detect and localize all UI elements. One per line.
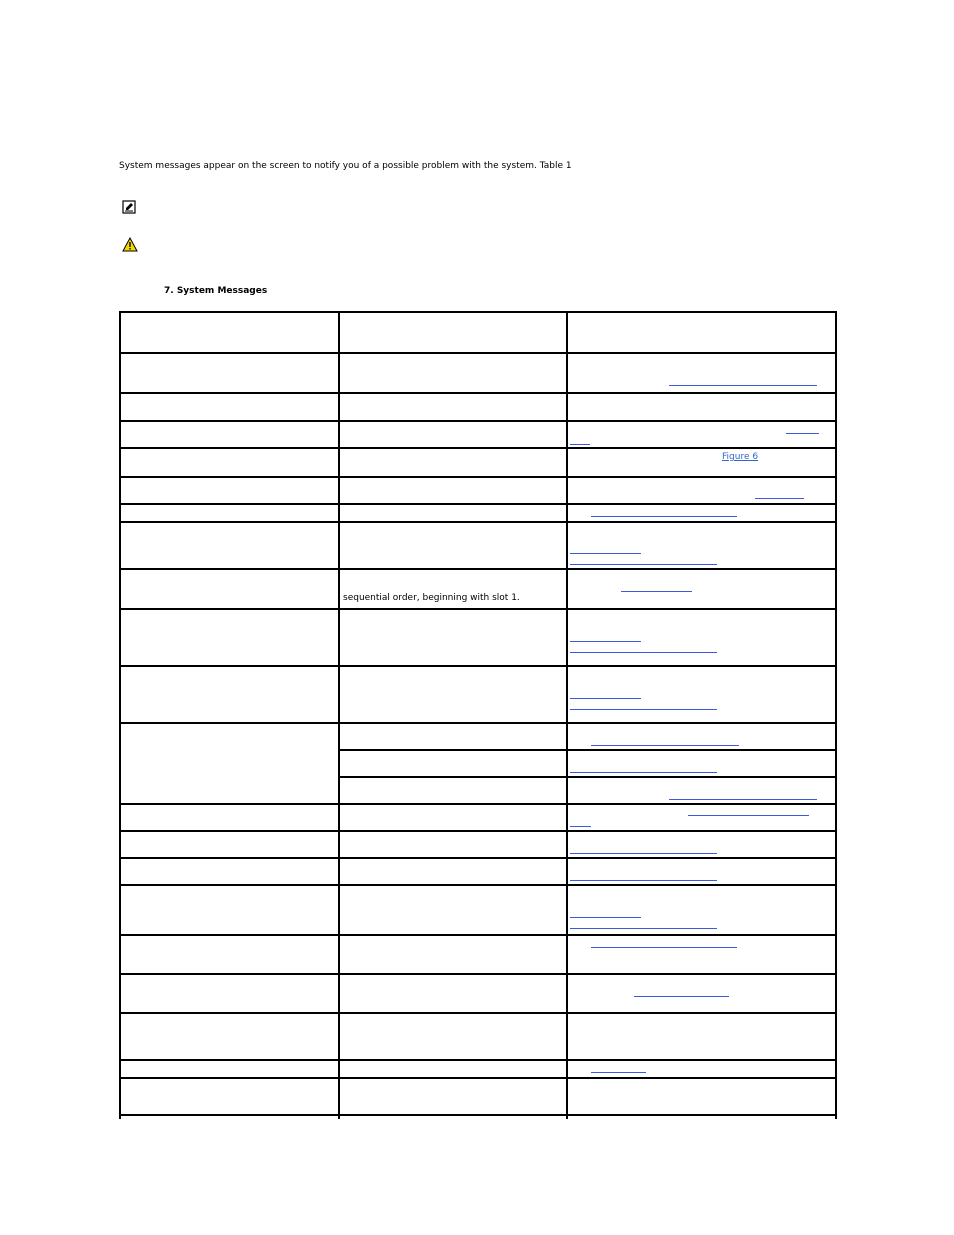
table-row	[120, 609, 836, 666]
table-row	[120, 504, 836, 522]
link[interactable]	[755, 498, 804, 499]
table-title: 7. System Messages	[164, 286, 268, 296]
link[interactable]	[570, 641, 641, 642]
table-row	[120, 421, 836, 448]
link[interactable]	[634, 996, 729, 997]
table-row	[120, 804, 836, 831]
link[interactable]	[688, 815, 809, 816]
link[interactable]	[570, 917, 641, 918]
header-cell	[339, 312, 567, 353]
link[interactable]	[570, 709, 717, 710]
table-row	[120, 723, 836, 750]
table-row	[120, 1060, 836, 1078]
link[interactable]	[570, 652, 717, 653]
caution-icon	[122, 237, 138, 252]
header-cell	[120, 312, 339, 353]
system-messages-table	[119, 311, 837, 1119]
table-row	[120, 393, 836, 421]
table-row	[120, 831, 836, 858]
table-row	[120, 448, 836, 477]
link[interactable]	[591, 516, 737, 517]
link[interactable]	[570, 444, 590, 445]
link[interactable]	[669, 799, 817, 800]
note-icon	[122, 200, 136, 214]
table-row	[120, 522, 836, 569]
link[interactable]	[786, 433, 819, 434]
table-row	[120, 477, 836, 504]
table-header-row	[120, 312, 836, 353]
intro-text: System messages appear on the screen to notify you of a possible problem with the system. Table 1	[119, 161, 572, 171]
header-cell	[567, 312, 836, 353]
link[interactable]	[570, 698, 641, 699]
table-row	[120, 858, 836, 885]
figure-link[interactable]: Figure 6	[722, 452, 759, 462]
link[interactable]	[570, 564, 717, 565]
table-row	[120, 569, 836, 609]
table-row	[120, 974, 836, 1013]
link[interactable]	[570, 853, 717, 854]
link[interactable]	[570, 826, 591, 827]
cell-text: sequential order, beginning with slot 1.	[343, 593, 520, 603]
link[interactable]	[570, 772, 717, 773]
table-row	[120, 1078, 836, 1115]
table-row	[120, 666, 836, 723]
link[interactable]	[669, 385, 817, 386]
link[interactable]	[570, 928, 717, 929]
link[interactable]	[591, 745, 739, 746]
table-row	[120, 935, 836, 974]
link[interactable]	[591, 947, 737, 948]
link[interactable]	[591, 1072, 646, 1073]
link[interactable]	[621, 591, 692, 592]
table-row	[120, 885, 836, 935]
link[interactable]	[570, 880, 717, 881]
table-row	[120, 1115, 836, 1119]
table-row	[120, 353, 836, 393]
table-row	[120, 1013, 836, 1060]
link[interactable]	[570, 553, 641, 554]
